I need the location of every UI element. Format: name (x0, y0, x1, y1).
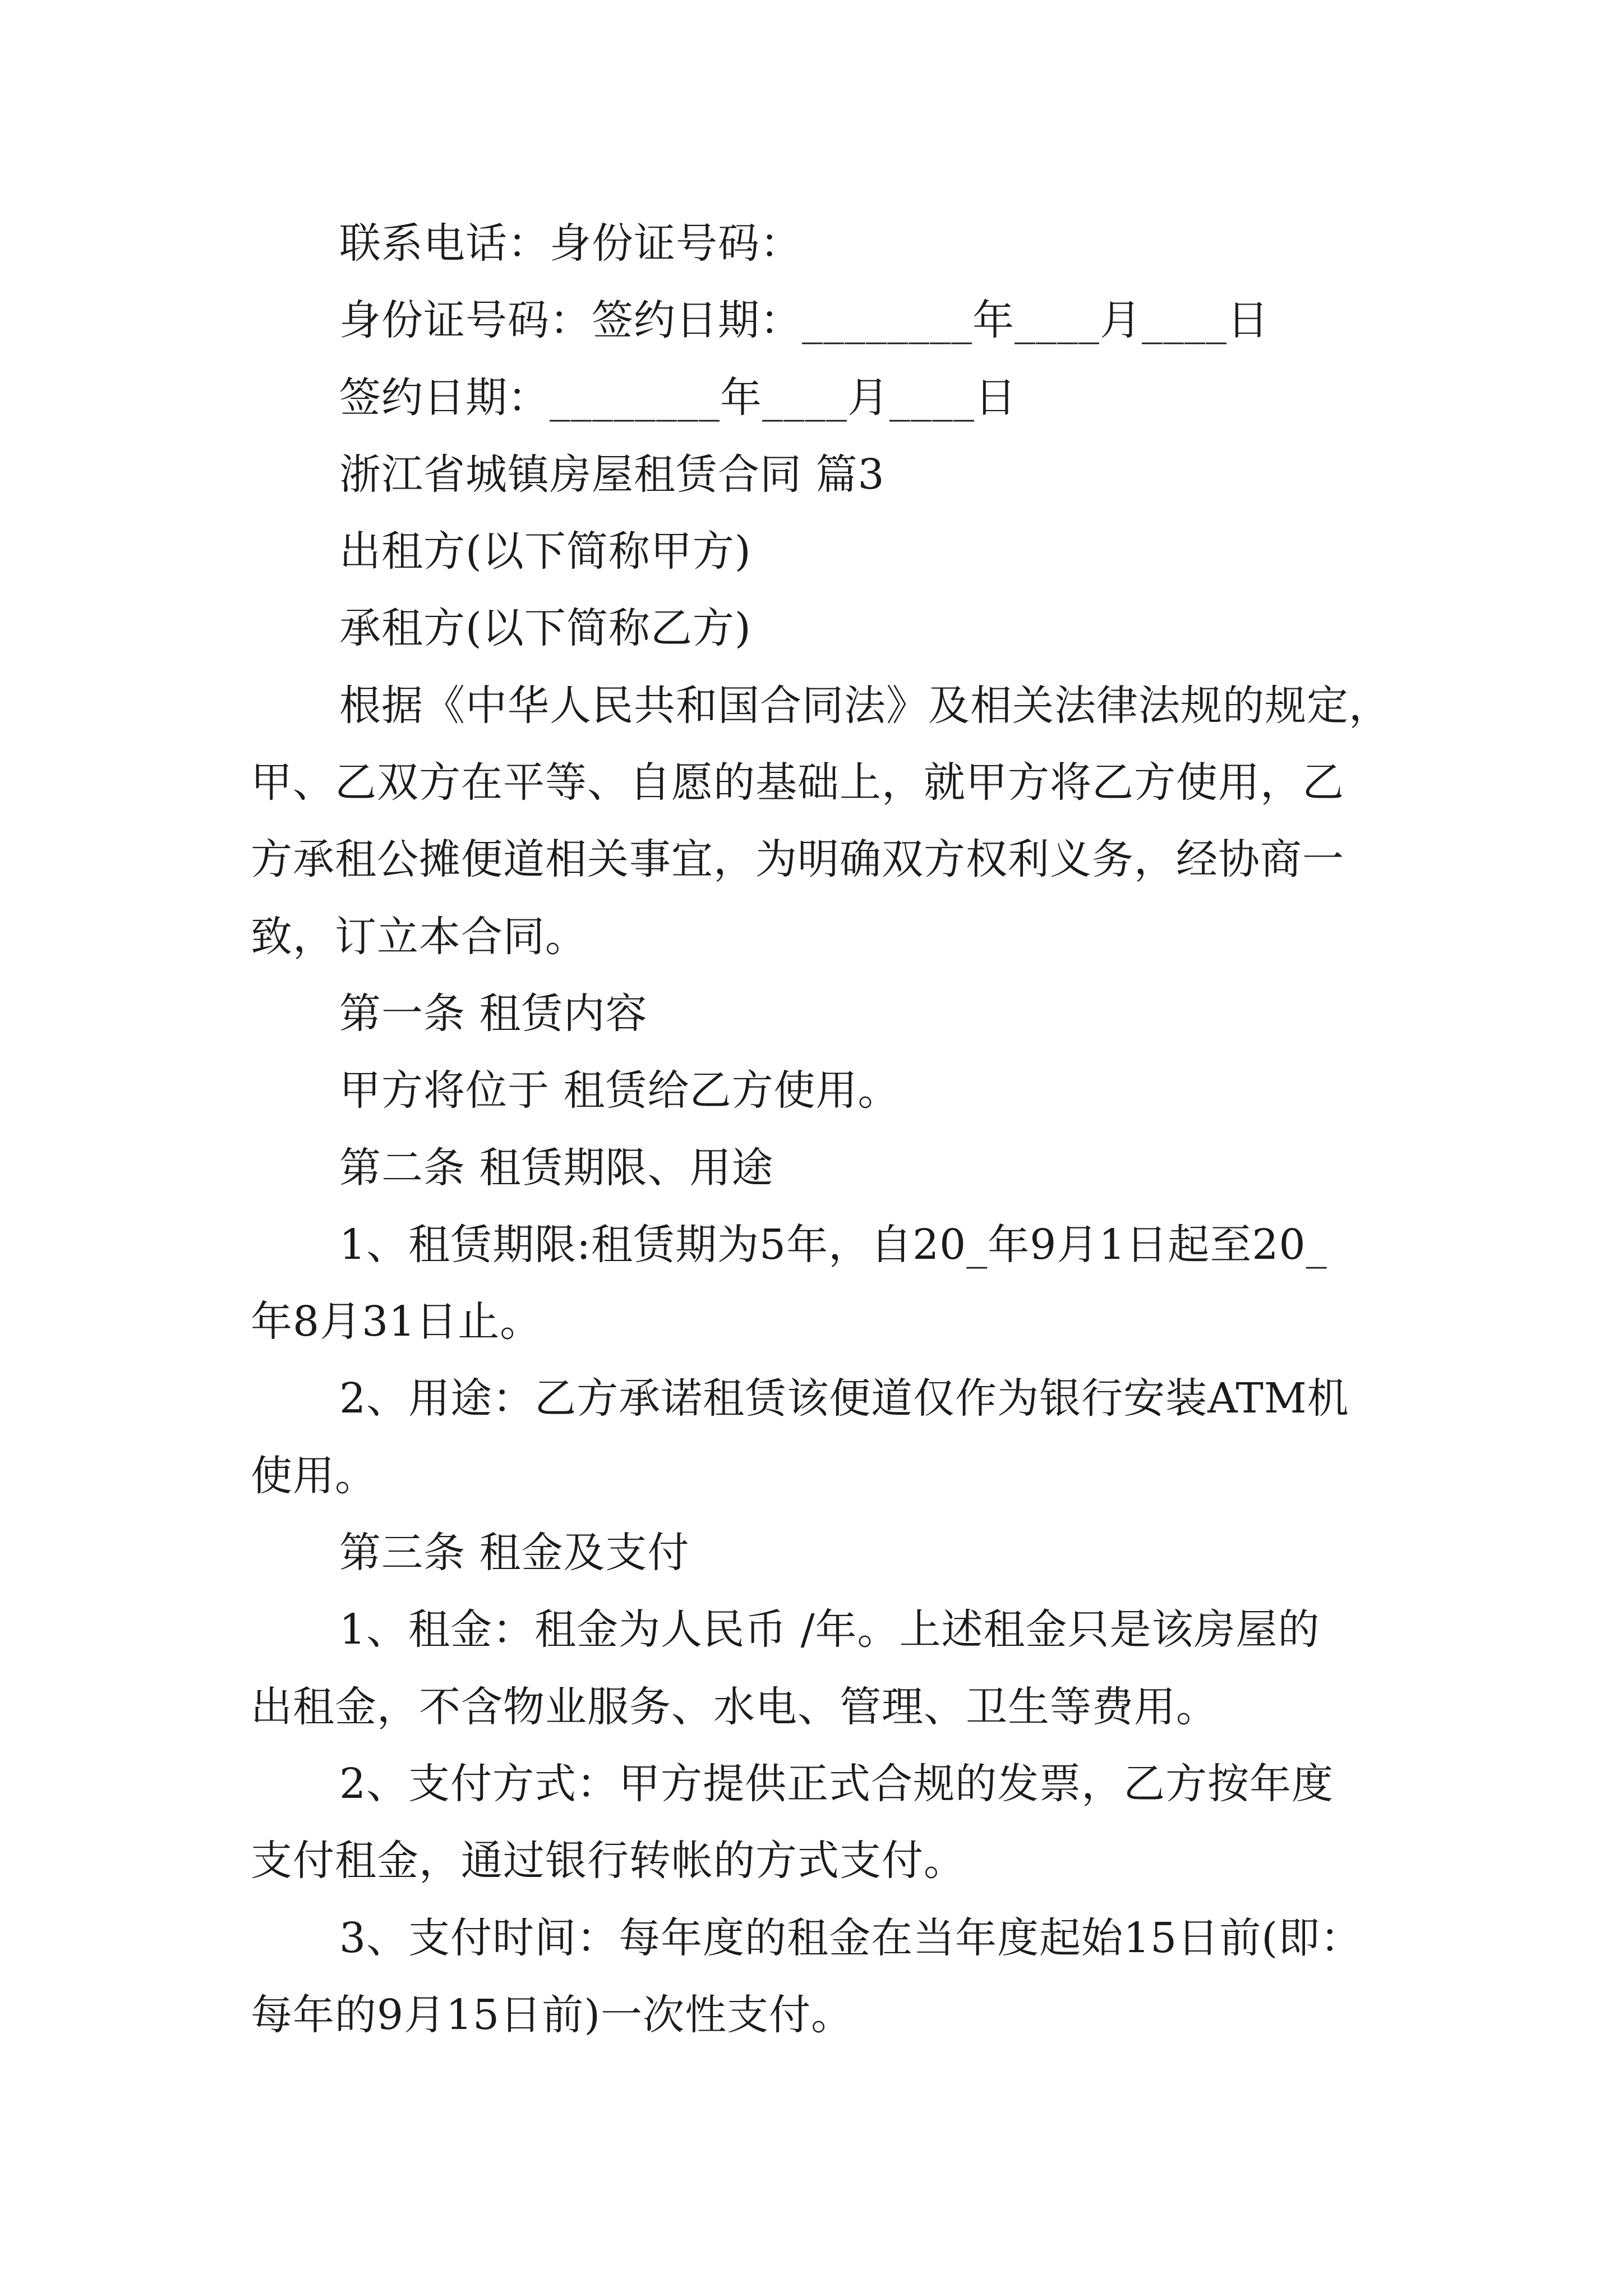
article-3-heading: 第三条 租金及支付 (339, 1529, 690, 1577)
article-2-term-line: 1、租赁期限:租赁期为5年，自20_年9月1日起至20_ (339, 1220, 1327, 1269)
preamble-line: 根据《中华人民共和国合同法》及相关法律法规的规定， (339, 681, 1391, 730)
article-1-heading: 第一条 租赁内容 (339, 989, 648, 1038)
article-2-heading: 第二条 租赁期限、用途 (339, 1143, 774, 1192)
signing-date-line: 签约日期：________年____月____日 (339, 373, 1017, 422)
article-2-term-line: 年8月31日止。 (251, 1297, 542, 1346)
article-3-payment-time-line: 3、支付时间：每年度的租金在当年度起始15日前(即： (339, 1913, 1363, 1962)
preamble-line: 方承租公摊便道相关事宜，为明确双方权利义务，经协商一 (251, 835, 1344, 884)
lessor-line: 出租方(以下简称甲方) (339, 527, 751, 576)
id-number-line: 身份证号码：签约日期：________年____月____日 (339, 296, 1269, 345)
article-3-payment-method-line: 2、支付方式：甲方提供正式合规的发票，乙方按年度 (339, 1759, 1334, 1808)
contact-phone-line: 联系电话：身份证号码： (339, 219, 802, 268)
article-2-purpose-line: 2、用途：乙方承诺租赁该便道仅作为银行安装ATM机 (339, 1374, 1349, 1423)
preamble-line: 甲、乙双方在平等、自愿的基础上，就甲方将乙方使用，乙 (251, 758, 1344, 807)
article-2-purpose-line: 使用。 (251, 1451, 377, 1500)
article-3-payment-time-line: 每年的9月15日前)一次性支付。 (251, 1990, 854, 2039)
article-3-rent-line: 1、租金：租金为人民币 /年。上述租金只是该房屋的 (339, 1605, 1320, 1654)
article-3-rent-line: 出租金，不含物业服务、水电、管理、卫生等费用。 (251, 1682, 1218, 1731)
contract-title: 浙江省城镇房屋租赁合同 篇3 (339, 450, 885, 499)
article-3-payment-method-line: 支付租金，通过银行转帐的方式支付。 (251, 1837, 966, 1885)
lessee-line: 承租方(以下简称乙方) (339, 604, 751, 653)
preamble-line: 致，订立本合同。 (251, 912, 587, 961)
article-1-text: 甲方将位于 租赁给乙方使用。 (339, 1066, 900, 1115)
document-body (251, 205, 1428, 2054)
